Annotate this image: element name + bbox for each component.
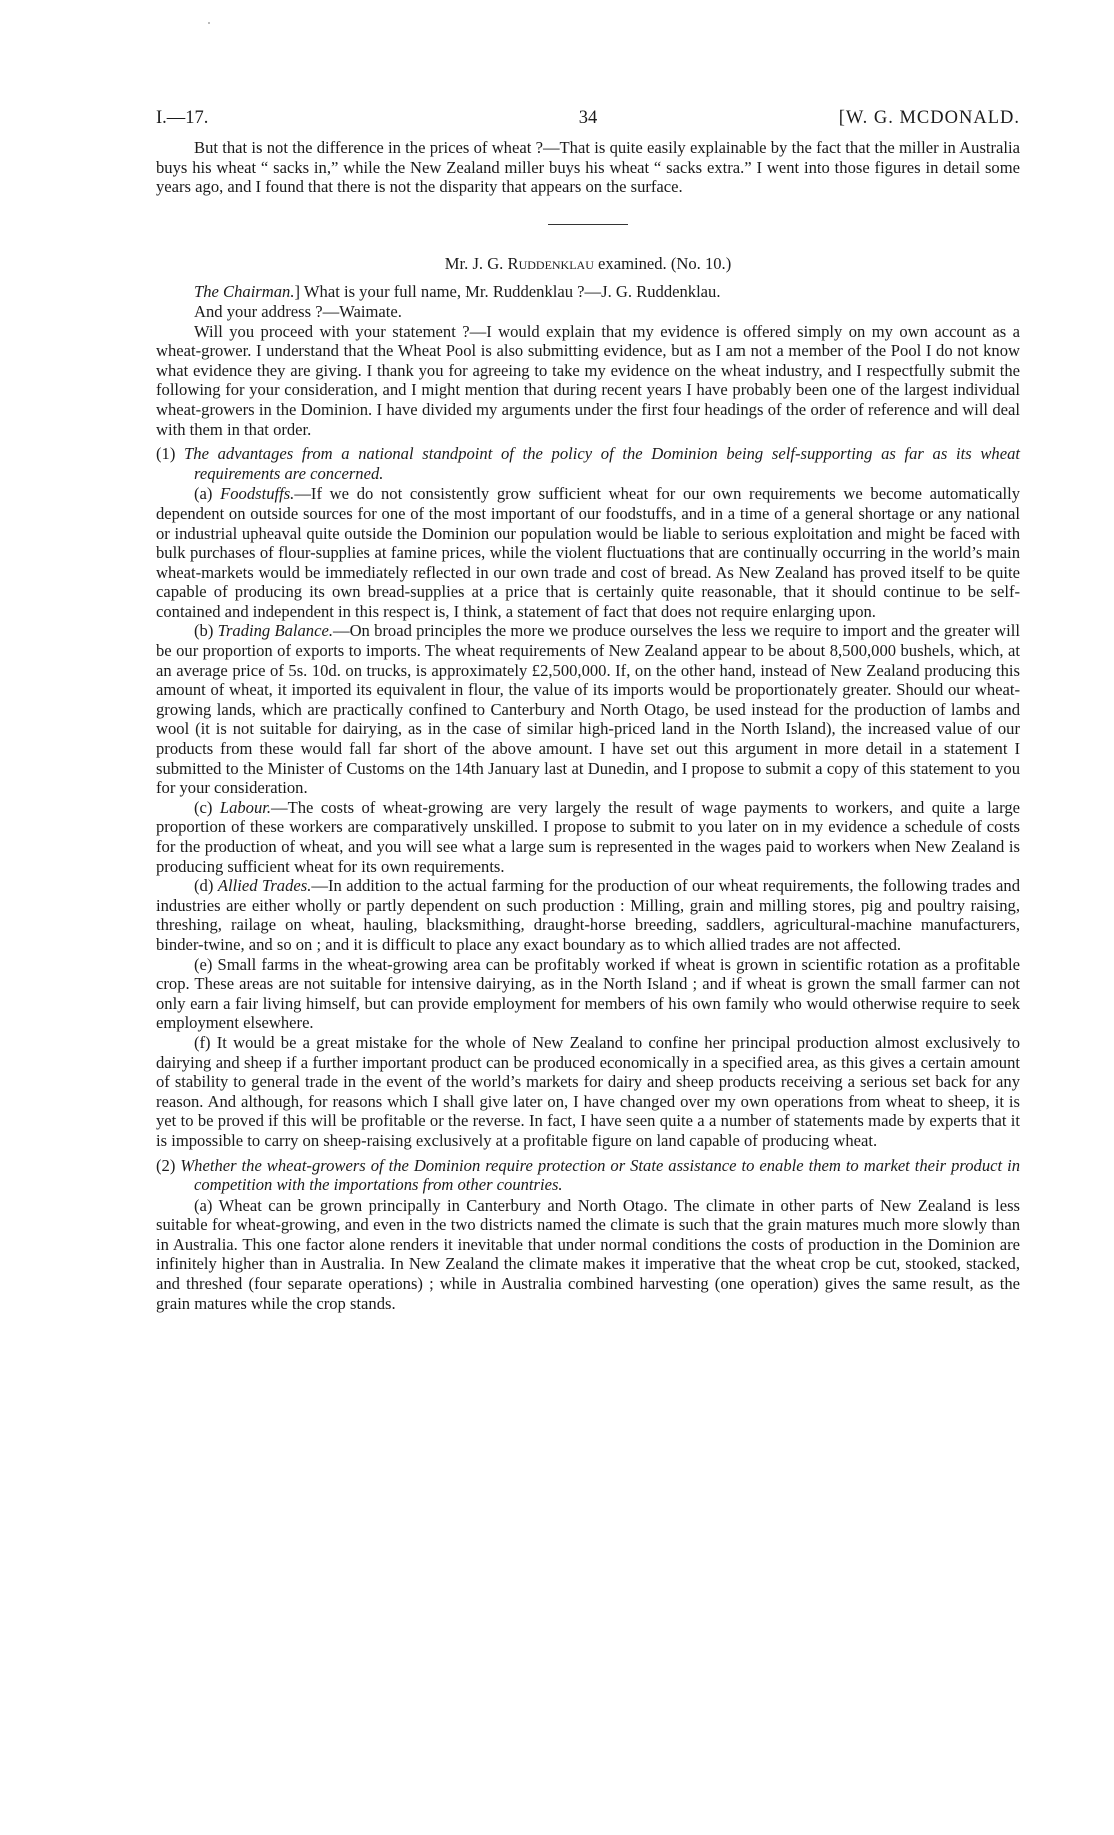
chairman-label: The Chairman. [194, 282, 295, 302]
paragraph-1e-text: Small farms in the wheat-growing area can be profitably worked if wheat is grown in scientific rotation as a profitable crop. These areas are not suitable for intensive dairying, as in the North Island ; and if wheat is grown the small farmer can not only earn a fair living himself, but can provide employment for members of his own family who would otherwise require to seek employment elsewhere. [156, 954, 1020, 1033]
paragraph-1c-text: —The costs of wheat-growing are very largely the result of wage payments to workers, and quite a large proportion of these workers are comparatively unskilled. I propose to submit to you later on in my evidence a schedule of costs for the production of wheat, and you will see what a large sum is represented in the wages paid to workers when New Zealand is producing sufficient wheat for its own requirements. [156, 797, 1020, 876]
witness-prefix: Mr. J. G. [444, 253, 504, 273]
paragraph-1b [156, 621, 1020, 797]
question-3: Will you proceed with your statement ?—I would explain that my evidence is offered simply on my own account as a wheat-grower. I understand that the Wheat Pool is also submitting evidence, but as I am not a member of the Pool I do not know what evidence they are giving. I thank you for agreeing to take my evidence on the wheat industry, and I respectfully submit the following for your consideration, and I might mention that during recent years I have probably been one of the largest individual wheat-growers in the Dominion. I have divided my arguments under the first four headings of the order of reference and will deal with them in that order. [156, 321, 1020, 439]
document-page [156, 108, 1020, 1313]
section-divider [548, 224, 628, 225]
paragraph-1a [156, 484, 1020, 621]
section-2-heading [156, 1156, 1020, 1195]
paragraph-1d-text: —In addition to the actual farming for the production of our wheat requirements, the following trades and industries are either wholly or partly dependent on such production : Milling, grain and milling stores, pig and poultry raising, threshing, railage on wheat, hauling, blacksmithing, draught-horse breeding, saddlers, agricultural-machine manufacturers, binder-twine, and so on ; and it is difficult to place any exact boundary as to which allied trades are not affected. [156, 876, 1020, 954]
section-2-number: (2) [156, 1155, 176, 1175]
body-text [156, 138, 1020, 1313]
question-1 [156, 282, 1020, 302]
paragraph-1c-label: (c) [194, 797, 213, 817]
intro-paragraph: But that is not the difference in the prices of wheat ?—That is quite easily explainable by the fact that the miller in Australia buys his wheat “ sacks in,” while the New Zealand miller buys his wheat “ sacks extra.” I went into those figures in detail some years ago, and I found that there is not the disparity that appears on the surface. [156, 138, 1020, 197]
paragraph-1a-text: —If we do not consistently grow sufficient wheat for our own requirements we become automatically dependent on outside sources for one of the most important of our foodstuffs, and in a time of a general shortage or any national or industrial upheaval quite outside the Dominion our population would be liable to serious exploitation and might be faced with bulk purchases of flour-supplies at famine prices, while the violent fluctuations that are continually occurring in the world’s main wheat-markets would be immediately reflected in our own trade and cost of bread. As New Zealand has proved itself to be quite capable of producing its own bread-supplies at a price that is certainly quite reasonable, that it should continue to be self-contained and independent in this respect is, I think, a statement of fact that does not require enlarging upon. [156, 484, 1020, 621]
paragraph-1d-label: (d) [194, 876, 214, 896]
paragraph-1c [156, 798, 1020, 876]
paper-reference: I.—17. [156, 108, 209, 128]
section-1-heading [156, 444, 1020, 483]
question-2: And your address ?—Waimate. [194, 301, 402, 321]
paragraph-2a-text: Wheat can be grown principally in Canterbury and North Otago. The climate in other parts of New Zealand is less suitable for wheat-growing, and even in the two districts named the climate is such that the grain matures much more slowly than in Australia. This one factor alone renders it inevitable that under normal conditions the costs of production in the Dominion are infinitely higher than in Australia. In New Zealand the climate makes it imperative that the wheat crop be cut, stooked, stacked, and threshed (four separate operations) ; while in Australia combined harvesting (one operation) gives the same result, as the grain matures while the crop stands. [156, 1195, 1020, 1313]
paragraph-1e-label: (e) [194, 954, 213, 974]
witness-running-head: [W. G. MCDONALD. [838, 108, 1020, 128]
paragraph-1c-title: Labour. [219, 797, 272, 817]
paragraph-1d-title: Allied Trades. [217, 876, 312, 896]
witness-title [156, 254, 1020, 274]
question-1-text: ] What is your full name, Mr. Ruddenklau ?—J. G. Ruddenklau. [294, 282, 721, 302]
page-header [156, 108, 1020, 138]
section-1-title: The advantages from a national standpoint of the policy of the Dominion being self-supporting as far as its wheat requirements are concerned. [184, 444, 1020, 483]
witness-suffix: examined. (No. 10.) [598, 253, 732, 273]
paragraph-1b-text: —On broad principles the more we produce ourselves the less we require to import and the greater will be our proportion of exports to imports. The wheat requirements of New Zealand appear to be about 8,500,000 bushels, which, at an average price of 5s. 10d. on trucks, is approximately £2,500,000. If, on the other hand, instead of New Zealand producing this amount of wheat, it imported its equivalent in flour, the value of its imports would be proportionately greater. Should our wheat-growing lands, which are practically confined to Canterbury and North Otago, be used instead for the production of lambs and wool (it is not suitable for dairying, as in the case of similar high-priced land in the North Island), the increased value of our products from these would fall far short of the above amount. I have set out this argument in more detail in a statement I submitted to the Minister of Customs on the 14th January last at Dunedin, and I propose to submit a copy of this statement to you for your consideration. [156, 621, 1020, 798]
paragraph-1d [156, 876, 1020, 954]
paragraph-1a-title: Foodstuffs. [220, 484, 295, 504]
section-2-title: Whether the wheat-growers of the Dominion require protection or State assistance to enable them to market their product in competition with the importations from other countries. [180, 1155, 1020, 1195]
paragraph-1f [156, 1033, 1020, 1151]
paragraph-1b-title: Trading Balance. [217, 621, 333, 641]
paragraph-1a-label: (a) [194, 484, 213, 504]
paragraph-1f-label: (f) [194, 1032, 211, 1052]
witness-surname: Ruddenklau [507, 253, 594, 273]
paragraph-1e [156, 955, 1020, 1033]
paragraph-1f-text: It would be a great mistake for the whole of New Zealand to confine her principal production almost exclusively to dairying and sheep if a further important product can be produced economically in a specified area, as this gives a certain amount of stability to general trade in the event of the world’s markets for dairy and sheep products receiving a serious set back for any reason. And although, for reasons which I shall give later on, I have changed over my own operations from wheat to sheep, it is yet to be proved if this will be profitable or the reverse. In fact, I have seen quite a a number of statements made by experts that it is impossible to carry on sheep-raising exclusively at a profitable figure on land capable of producing wheat. [156, 1032, 1020, 1150]
page-number: 34 [578, 108, 598, 128]
section-1-number: (1) [156, 444, 176, 464]
paragraph-2a [156, 1196, 1020, 1314]
paragraph-1b-label: (b) [194, 621, 214, 641]
scan-speck [208, 22, 210, 24]
paragraph-2a-label: (a) [194, 1195, 213, 1215]
